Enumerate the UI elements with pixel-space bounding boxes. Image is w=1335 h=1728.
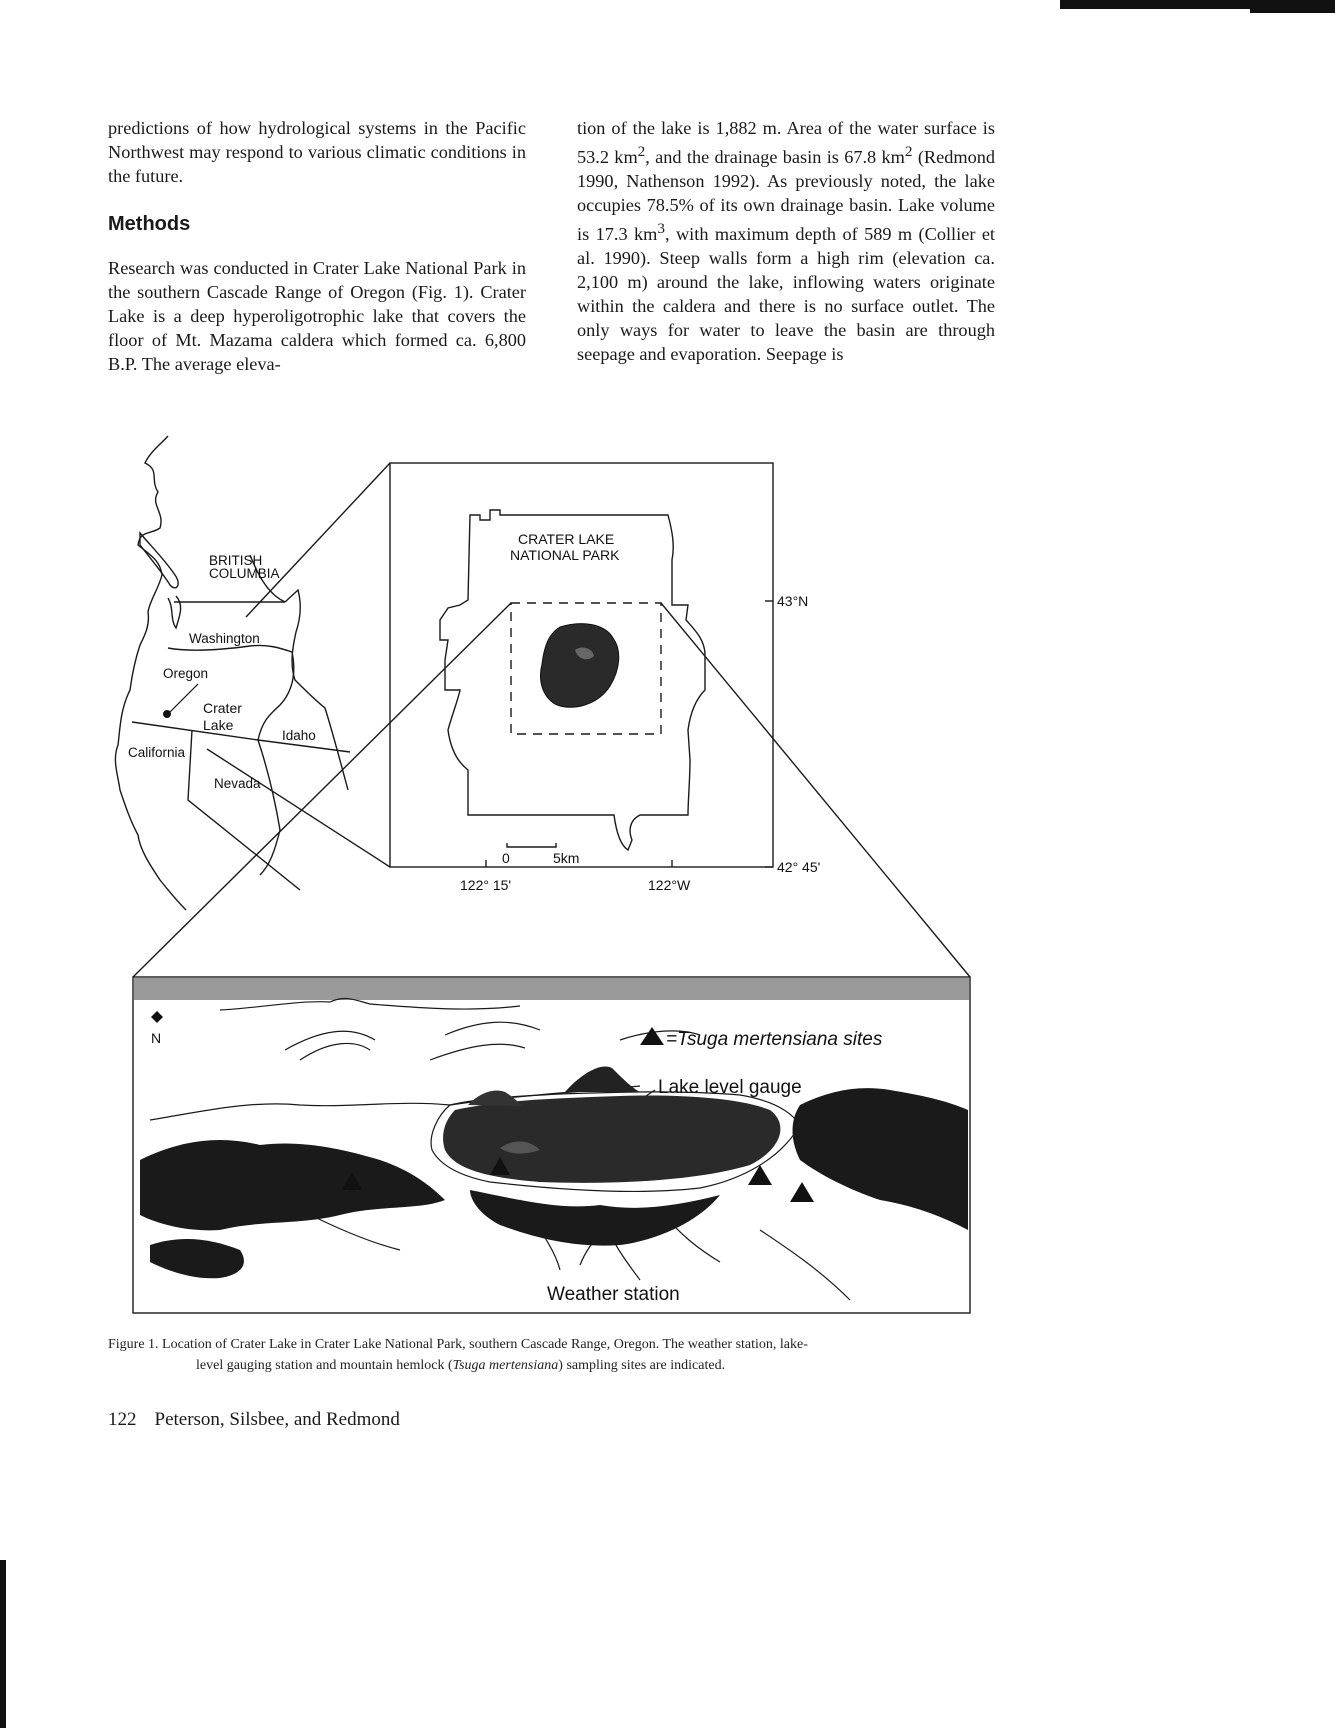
caption-line-2: level gauging station and mountain hemlock (Tsuga mertensiana) sampling sites are indicated. <box>196 1358 726 1373</box>
lon-left-label: 122° 15' <box>460 877 512 893</box>
label-british-columbia-2: COLUMBIA <box>209 566 280 581</box>
north-label: N <box>151 1030 162 1046</box>
tsuga-site-3 <box>748 1165 772 1185</box>
connector-panorama-right <box>661 603 970 977</box>
puget-sound <box>168 596 181 628</box>
label-lake-gauge: Lake level gauge <box>658 1077 802 1098</box>
cloud-lines-4 <box>430 1044 525 1060</box>
legend-triangle <box>640 1027 664 1045</box>
label-oregon: Oregon <box>163 666 209 681</box>
lat-top-label: 43°N <box>777 593 809 609</box>
label-california: California <box>128 745 186 760</box>
page-number: 122 <box>108 1409 137 1430</box>
idaho-panhandle <box>285 590 348 790</box>
vancouver-island <box>140 533 178 588</box>
lon-right-label: 122°W <box>648 877 691 893</box>
caption-line-1: Figure 1. Location of Crater Lake in Crater Lake National Park, southern Cascade Range, Oregon. The weather station, lake- <box>108 1337 808 1352</box>
paragraph-lake-description: tion of the lake is 1,882 m. Area of the water surface is 53.2 $km^2$, and the drainage basin is 67.8 $km^2$ (Redmond 1990, Nathenson 1992). As previously noted, the lake occupies 78.5% of its own drainage basin. Lake volume is 17.3 $km^3$, with maximum depth of 589 m (Collier et al. 1990). Steep walls form a high rim (elevation ca. 2,100 m) around the lake, inflowing waters originate within the caldera and there is no surface outlet. The only ways for water to leave the basin are through seepage and evaporation. Seepage is <box>577 118 996 365</box>
connector-panorama-left <box>133 603 511 977</box>
crater-locator-line <box>168 684 198 714</box>
cloud-lines-3 <box>445 1022 540 1035</box>
mountains-left-lower <box>150 1239 244 1278</box>
mountains-center-dark <box>470 1190 720 1246</box>
border-washington-oregon <box>168 645 292 652</box>
cloud-lines-1 <box>285 1031 375 1050</box>
mountains-left-dark <box>140 1140 445 1230</box>
tsuga-site-4 <box>790 1182 814 1202</box>
label-idaho: Idaho <box>282 728 316 743</box>
border-oregon-idaho <box>258 652 294 740</box>
border-california-nevada <box>188 730 300 890</box>
label-crater: Crater <box>203 700 242 716</box>
connector-lower <box>207 749 390 867</box>
mountain-peak-far <box>565 1067 640 1092</box>
scale-zero-label: 0 <box>502 850 510 866</box>
paragraph-methods: Research was conducted in Crater Lake National Park in the southern Cascade Range of Oregon (Fig. 1). Crater Lake is a deep hyperoligotrophic lake that covers the floor of Mt. Mazama caldera which formed ca. 6,800 B.P. The average eleva- <box>108 258 526 374</box>
label-nevada: Nevada <box>214 776 261 791</box>
figure-caption <box>108 1334 988 1376</box>
park-label-2: NATIONAL PARK <box>510 547 620 563</box>
page-footer <box>108 1409 400 1431</box>
mountains-right-dark <box>793 1088 969 1230</box>
label-lake: Lake <box>203 717 234 733</box>
lat-bottom-label: 42° 45' <box>777 859 821 875</box>
paragraph-intro-end: predictions of how hydrological systems in the Pacific Northwest may respond to various climatic conditions in the future. <box>108 118 526 186</box>
scale-bar <box>507 843 556 847</box>
cloud-lines-2 <box>300 1043 370 1060</box>
border-nevada-east <box>258 740 280 875</box>
mountain-peak-near-rim <box>468 1091 522 1106</box>
lake-inset <box>541 624 619 708</box>
connector-upper <box>246 463 390 617</box>
methods-heading: Methods <box>108 213 191 235</box>
slope-lines-5 <box>760 1230 850 1300</box>
label-weather-station: Weather station <box>547 1284 680 1305</box>
distant-ridge <box>220 998 520 1010</box>
crater-lake-locator <box>163 710 171 718</box>
park-label-1: CRATER LAKE <box>518 531 615 547</box>
label-washington: Washington <box>189 631 260 646</box>
label-british-columbia-1: BRITISH <box>209 553 263 568</box>
scale-km-label: 5km <box>553 850 580 866</box>
border-oregon-south <box>132 722 258 740</box>
sky-band <box>134 978 969 1000</box>
legend-tsuga: =Tsuga mertensiana sites <box>666 1029 883 1050</box>
north-arrow-icon <box>151 1011 163 1023</box>
footer-authors: Peterson, Silsbee, and Redmond <box>154 1409 400 1430</box>
